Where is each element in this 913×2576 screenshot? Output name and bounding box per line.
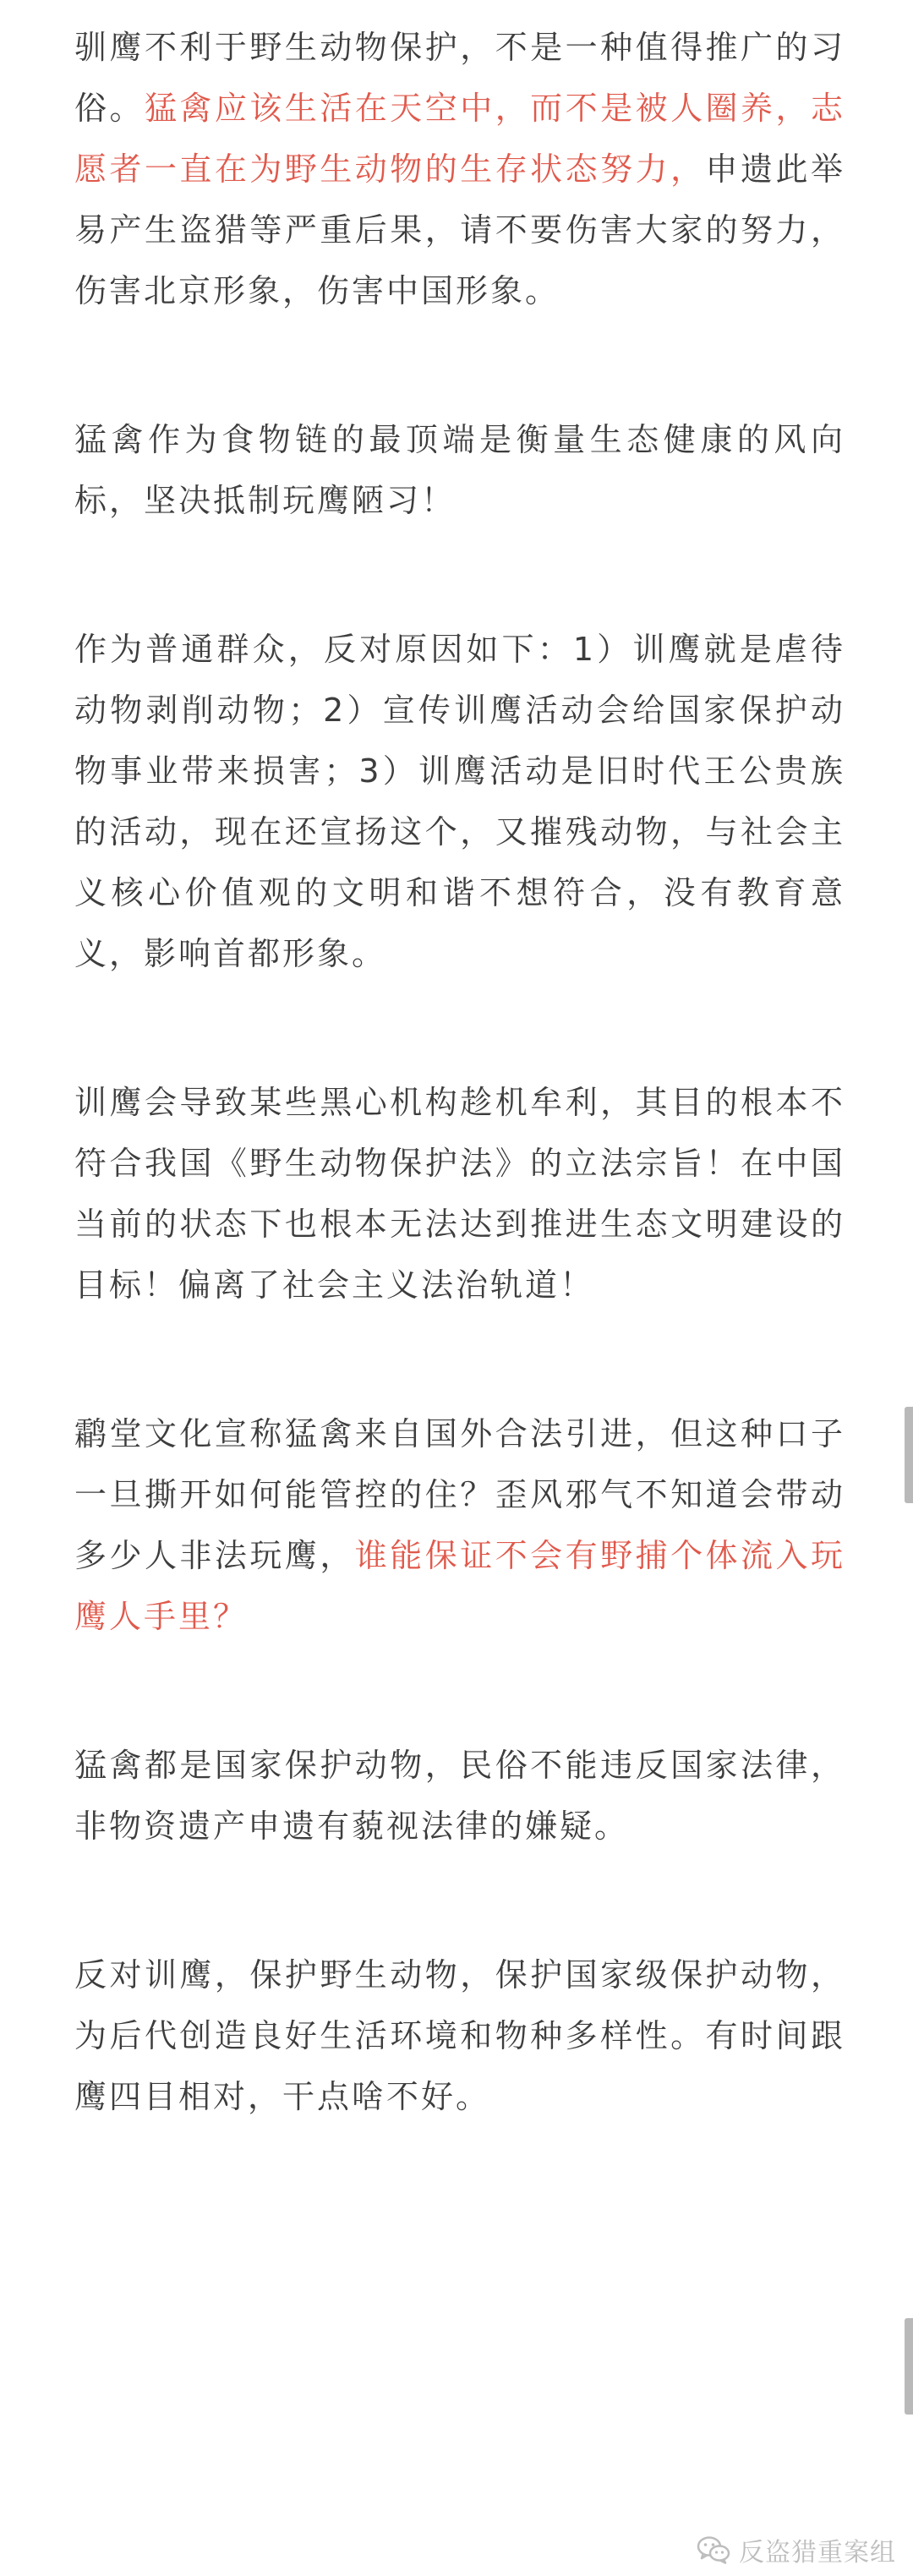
scroll-indicator-upper[interactable]	[905, 1407, 913, 1503]
paragraph-7-text: 反对训鹰，保护野生动物，保护国家级保护动物，为后代创造良好生活环境和物种多样性。有时间跟鹰四目相对，干点啥不好。	[74, 1956, 845, 2115]
source-watermark	[697, 2531, 896, 2568]
paragraph-1-text-a: 驯鹰不利于野生动物保护，不是一种值得推广的习俗。	[74, 29, 845, 127]
watermark-text: 反盗猎重案组	[739, 2538, 896, 2568]
paragraph-6-text: 猛禽都是国家保护动物，民俗不能违反国家法律，非物资遗产申遗有藐视法律的嫌疑。	[74, 1747, 845, 1845]
paragraph-spacer	[74, 321, 845, 409]
paragraph-3	[74, 619, 845, 984]
paragraph-5-text: 鹴堂文化宣称猛禽来自国外合法引进，但这种口子一旦撕开如何能管控的住？歪风邪气不知道会带动多少人非法玩鹰，	[74, 1415, 845, 1574]
paragraph-5-highlight: 谁能保证不会有野捕个体流入玩鹰人手里？	[74, 1537, 845, 1635]
paragraph-6	[74, 1735, 845, 1857]
paragraph-7	[74, 1944, 845, 2127]
paragraph-spacer	[74, 531, 845, 619]
paragraph-1-highlight: 猛禽应该生活在天空中，而不是被人圈养，志愿者一直在为野生动物的生存状态努力，	[74, 90, 845, 188]
paragraph-spacer	[74, 984, 845, 1072]
paragraph-2-text: 猛禽作为食物链的最顶端是衡量生态健康的风向标，坚决抵制玩鹰陋习！	[74, 421, 845, 519]
paragraph-1-text-b: 申遗此举易产生盗猎等严重后果，请不要伤害大家的努力，伤害北京形象，伤害中国形象。	[74, 150, 845, 309]
paragraph-4-text: 训鹰会导致某些黑心机构趁机牟利，其目的根本不符合我国《野生动物保护法》的立法宗旨！在中国当前的状态下也根本无法达到推进生态文明建设的目标！偏离了社会主义法治轨道！	[74, 1084, 845, 1304]
paragraph-3-text: 作为普通群众，反对原因如下：1）训鹰就是虐待动物剥削动物；2）宣传训鹰活动会给国家保护动物事业带来损害；3）训鹰活动是旧时代王公贵族的活动，现在还宣扬这个，又摧残动物，与社会主义核心价值观的文明和谐不想符合，没有教育意义，影响首都形象。	[74, 631, 845, 972]
paragraph-1	[74, 17, 845, 321]
scroll-indicator-lower[interactable]	[905, 2318, 913, 2415]
paragraph-5	[74, 1403, 845, 1647]
paragraph-spacer	[74, 1647, 845, 1735]
article-body	[74, 17, 845, 2127]
wechat-icon	[697, 2535, 730, 2564]
paragraph-2	[74, 409, 845, 531]
paragraph-spacer	[74, 1857, 845, 1944]
paragraph-4	[74, 1072, 845, 1315]
paragraph-spacer	[74, 1315, 845, 1403]
